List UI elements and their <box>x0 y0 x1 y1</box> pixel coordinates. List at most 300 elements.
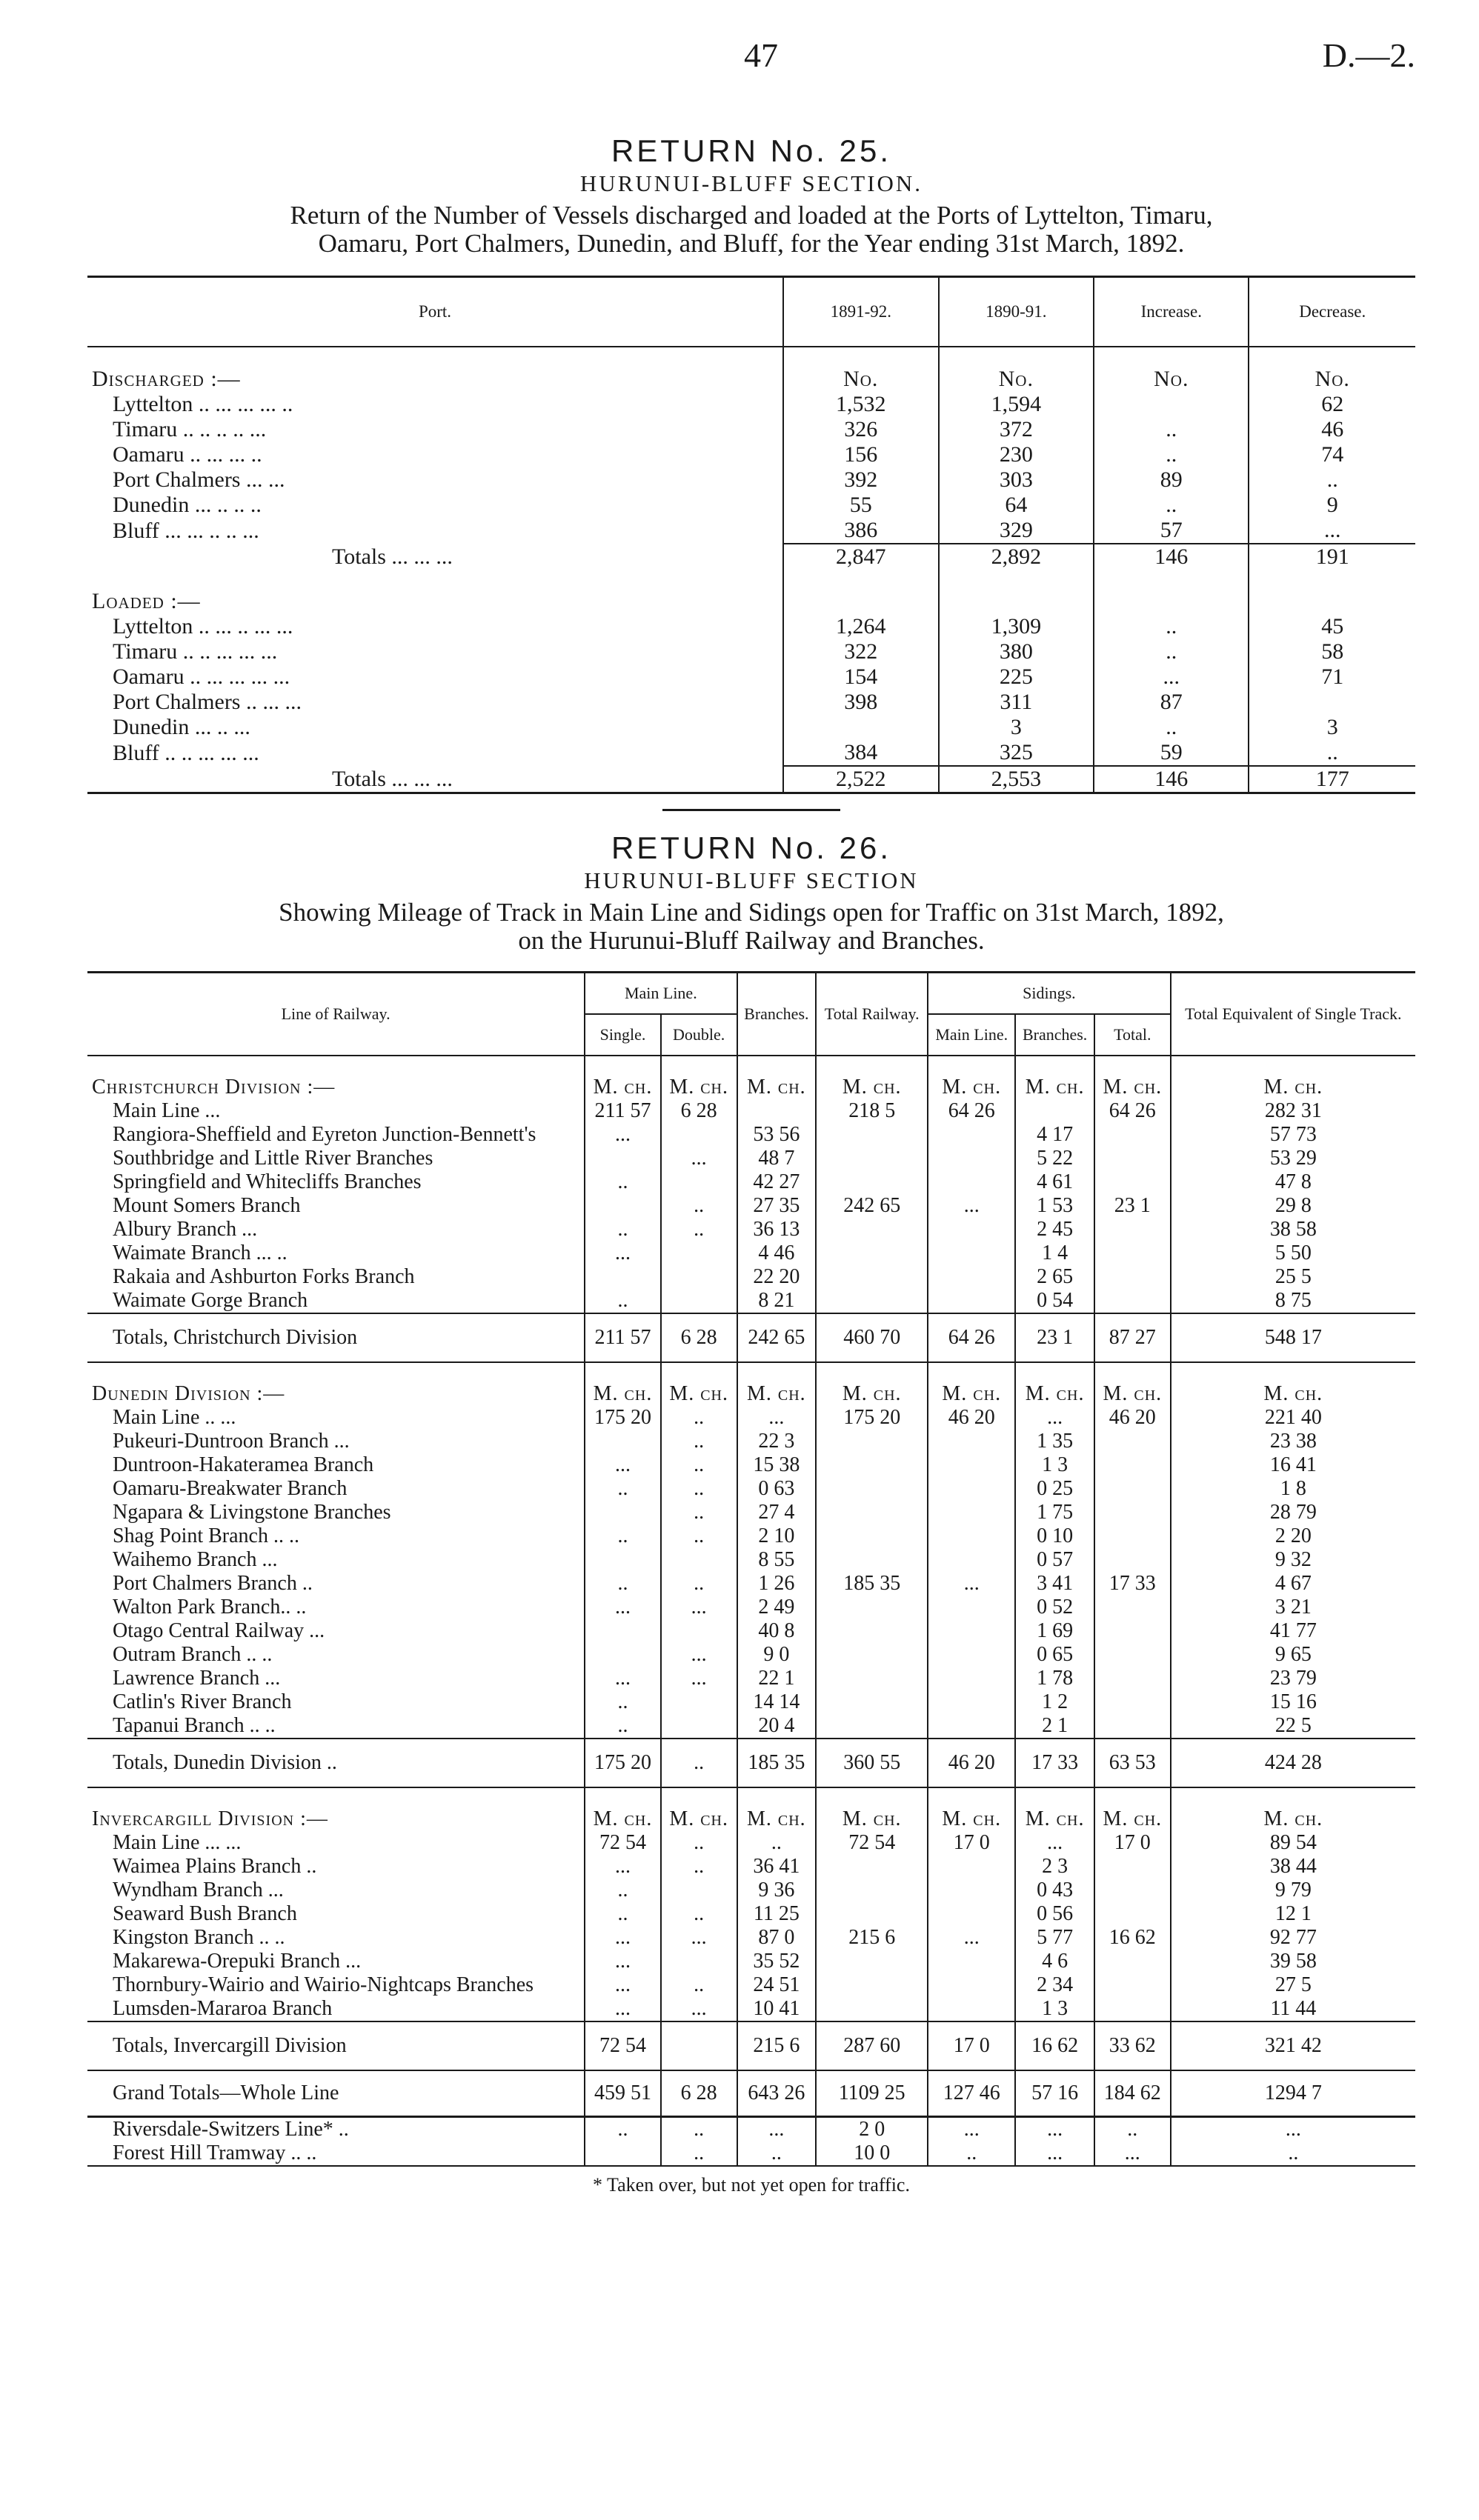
cell-line: Lawrence Branch ... <box>113 1667 281 1690</box>
cell-total-equivalent: 38 44 <box>1171 1855 1415 1879</box>
cell-main-single: .. <box>585 2117 661 2142</box>
cell-main-double: ... <box>661 1667 737 1690</box>
cell-decrease: .. <box>1249 467 1415 493</box>
cell-main-double: ... <box>661 1596 737 1619</box>
cell-line: Rakaia and Ashburton Forks Branch <box>113 1265 415 1288</box>
cell-branches: 14 14 <box>737 1690 817 1714</box>
cell-sidings-total <box>1094 1170 1171 1194</box>
cell-main-single: .. <box>585 1170 661 1194</box>
table-row <box>87 467 1415 493</box>
cell-sidings-total: 64 26 <box>1094 1099 1171 1123</box>
cell-main-single: .. <box>585 1572 661 1596</box>
totals-sidings-total: 184 62 <box>1094 2070 1171 2117</box>
totals-line: Totals, Invercargill Division <box>87 2021 585 2070</box>
cell-line: Thornbury-Wairio and Wairio-Nightcaps Branches <box>113 1973 534 1996</box>
cell-line: Ngapara & Livingstone Branches <box>113 1501 391 1524</box>
cell-total-equivalent: 22 5 <box>1171 1714 1415 1739</box>
invercargill-division-label-row <box>87 1787 1415 1831</box>
cell-sidings-total <box>1094 1147 1171 1170</box>
cell-increase: .. <box>1094 493 1249 518</box>
table-row <box>87 1643 1415 1667</box>
cell-sidings-main <box>928 1879 1015 1902</box>
cell-main-single: ... <box>585 1667 661 1690</box>
loaded-group-label <box>87 570 1415 614</box>
col-header-1891-92: 1891-92. <box>783 277 939 347</box>
cell-sidings-total <box>1094 1265 1171 1289</box>
cell-total-railway <box>816 1643 928 1667</box>
cell-port: Bluff ... ... .. .. ... <box>113 518 259 543</box>
cell-branches: 36 41 <box>737 1855 817 1879</box>
cell-branches: 9 0 <box>737 1643 817 1667</box>
cell-port: Bluff .. .. ... ... ... <box>113 740 259 765</box>
cell-branches: 42 27 <box>737 1170 817 1194</box>
cell-value-1890-91: 372 <box>939 417 1094 442</box>
cell-increase: .. <box>1094 715 1249 740</box>
cell-total-railway <box>816 1147 928 1170</box>
table-row <box>87 1879 1415 1902</box>
cell-sidings-main: ... <box>928 1572 1015 1596</box>
cell-sidings-branches: 1 69 <box>1015 1619 1094 1643</box>
dunedin-division-label-row <box>87 1362 1415 1406</box>
cell-main-single <box>585 1619 661 1643</box>
return-26-title: RETURN No. 26. <box>611 830 892 865</box>
cell-line: Riversdale-Switzers Line* .. <box>113 2118 349 2141</box>
cell-branches: ... <box>737 2117 817 2142</box>
cell-sidings-total <box>1094 1997 1171 2021</box>
cell-branches: 10 41 <box>737 1997 817 2021</box>
cell-value-1890-91: 225 <box>939 664 1094 690</box>
cell-value-1890-91: 3 <box>939 715 1094 740</box>
cell-branches: 22 1 <box>737 1667 817 1690</box>
cell-main-single: ... <box>585 1241 661 1265</box>
table-row <box>87 664 1415 690</box>
table-row <box>87 1477 1415 1501</box>
unit-label: M. ch. <box>816 1787 928 1831</box>
cell-branches: 87 0 <box>737 1926 817 1950</box>
col-header-sidings-main-line: Main Line. <box>928 1014 1015 1056</box>
cell-port: Port Chalmers .. ... ... <box>113 690 302 714</box>
cell-decrease: 45 <box>1249 614 1415 639</box>
totals-port: Totals ... ... ... <box>332 766 453 791</box>
cell-main-double <box>661 1619 737 1643</box>
cell-main-single: ... <box>585 1926 661 1950</box>
totals-sidings-total: 87 27 <box>1094 1313 1171 1362</box>
extra-row <box>87 2141 1415 2166</box>
cell-main-double: .. <box>661 1218 737 1241</box>
cell-sidings-branches: 1 35 <box>1015 1430 1094 1453</box>
cell-decrease: 62 <box>1249 392 1415 417</box>
cell-total-equivalent: 92 77 <box>1171 1926 1415 1950</box>
cell-main-double: .. <box>661 1430 737 1453</box>
cell-value-1890-91: 329 <box>939 518 1094 544</box>
cell-value-1891-92: 386 <box>783 518 939 544</box>
cell-sidings-branches: 2 3 <box>1015 1855 1094 1879</box>
cell-main-double: .. <box>661 1855 737 1879</box>
cell-main-double: ... <box>661 1643 737 1667</box>
cell-line: Seaward Bush Branch <box>113 1902 297 1925</box>
cell-sidings-main <box>928 1289 1015 1313</box>
cell-total-equivalent: 38 58 <box>1171 1218 1415 1241</box>
cell-sidings-main: ... <box>928 1194 1015 1218</box>
cell-line: Albury Branch ... <box>113 1218 258 1241</box>
cell-sidings-branches: 1 75 <box>1015 1501 1094 1524</box>
cell-main-double: .. <box>661 1194 737 1218</box>
unit-label: M. ch. <box>585 1362 661 1406</box>
table-row <box>87 417 1415 442</box>
cell-main-double: .. <box>661 1453 737 1477</box>
totals-main-double <box>661 2021 737 2070</box>
unit-label <box>1094 570 1249 614</box>
cell-branches: 48 7 <box>737 1147 817 1170</box>
unit-label: M. ch. <box>1171 1362 1415 1406</box>
cell-total-equivalent: 15 16 <box>1171 1690 1415 1714</box>
cell-sidings-main <box>928 1501 1015 1524</box>
table-row <box>87 715 1415 740</box>
cell-main-single: .. <box>585 1902 661 1926</box>
table-row <box>87 1147 1415 1170</box>
cell-total-equivalent: 16 41 <box>1171 1453 1415 1477</box>
cell-value-1891-92: 156 <box>783 442 939 467</box>
table-row <box>87 1619 1415 1643</box>
cell-main-double: .. <box>661 1973 737 1997</box>
cell-total-equivalent: 5 50 <box>1171 1241 1415 1265</box>
table-row <box>87 1218 1415 1241</box>
cell-total-railway <box>816 1879 928 1902</box>
cell-sidings-main <box>928 1714 1015 1739</box>
table-row <box>87 1123 1415 1147</box>
cell-sidings-total <box>1094 1289 1171 1313</box>
cell-decrease: 9 <box>1249 493 1415 518</box>
cell-sidings-branches: 1 2 <box>1015 1690 1094 1714</box>
cell-total-railway <box>816 1501 928 1524</box>
totals-main-double: 6 28 <box>661 2070 737 2117</box>
cell-value-1890-91: 325 <box>939 740 1094 766</box>
cell-line: Pukeuri-Duntroon Branch ... <box>113 1430 350 1453</box>
cell-main-single: 72 54 <box>585 1831 661 1855</box>
table-row <box>87 1902 1415 1926</box>
cell-sidings-branches: 0 57 <box>1015 1548 1094 1572</box>
cell-value-1891-92: 392 <box>783 467 939 493</box>
cell-total-equivalent: 9 32 <box>1171 1548 1415 1572</box>
col-header-1890-91: 1890-91. <box>939 277 1094 347</box>
cell-port: Timaru .. .. ... ... ... <box>113 639 278 664</box>
cell-increase: 87 <box>1094 690 1249 715</box>
cell-total-equivalent: 12 1 <box>1171 1902 1415 1926</box>
unit-label: M. ch. <box>928 1362 1015 1406</box>
totals-main-single: 459 51 <box>585 2070 661 2117</box>
cell-branches: 0 63 <box>737 1477 817 1501</box>
cell-main-double: .. <box>661 1406 737 1430</box>
cell-sidings-total <box>1094 1714 1171 1739</box>
totals-sidings-total: 33 62 <box>1094 2021 1171 2070</box>
cell-port: Oamaru .. ... ... .. <box>113 442 262 467</box>
cell-branches <box>737 1099 817 1123</box>
unit-label: M. ch. <box>1171 1787 1415 1831</box>
cell-total-equivalent: 4 67 <box>1171 1572 1415 1596</box>
table-row <box>87 639 1415 664</box>
cell-branches: 11 25 <box>737 1902 817 1926</box>
cell-branches: 53 56 <box>737 1123 817 1147</box>
cell-total-railway <box>816 1619 928 1643</box>
cell-port: Lyttelton .. ... .. ... ... <box>113 614 293 639</box>
cell-main-single: ... <box>585 1997 661 2021</box>
cell-total-equivalent: 221 40 <box>1171 1406 1415 1430</box>
totals-sidings-main: 127 46 <box>928 2070 1015 2117</box>
cell-value-1890-91: 230 <box>939 442 1094 467</box>
table-row <box>87 442 1415 467</box>
cell-total-equivalent: 8 75 <box>1171 1289 1415 1313</box>
cell-line: Main Line ... ... <box>113 1831 242 1854</box>
cell-sidings-total <box>1094 1855 1171 1879</box>
cell-sidings-total: .. <box>1094 2117 1171 2142</box>
cell-total-equivalent: 23 79 <box>1171 1667 1415 1690</box>
totals-sidings-branches: 23 1 <box>1015 1313 1094 1362</box>
cell-branches: .. <box>737 2141 817 2166</box>
unit-label: M. ch. <box>737 1362 817 1406</box>
cell-port: Oamaru .. ... ... ... ... <box>113 664 290 689</box>
totals-decrease: 191 <box>1249 544 1415 570</box>
table-row <box>87 392 1415 417</box>
cell-sidings-total <box>1094 1973 1171 1997</box>
cell-main-single: 211 57 <box>585 1099 661 1123</box>
cell-value-1891-92: 1,264 <box>783 614 939 639</box>
cell-main-double: .. <box>661 2117 737 2142</box>
cell-line: Makarewa-Orepuki Branch ... <box>113 1950 362 1973</box>
unit-label: M. ch. <box>1015 1362 1094 1406</box>
cell-main-double <box>661 1241 737 1265</box>
cell-total-equivalent: 25 5 <box>1171 1265 1415 1289</box>
table-row <box>87 1430 1415 1453</box>
cell-main-double <box>661 1714 737 1739</box>
totals-total-railway: 360 55 <box>816 1739 928 1787</box>
unit-label: M. ch. <box>661 1787 737 1831</box>
cell-sidings-main <box>928 1123 1015 1147</box>
return-25-section: HURUNUI-BLUFF SECTION. <box>579 170 923 196</box>
cell-sidings-main <box>928 1973 1015 1997</box>
table-row <box>87 1572 1415 1596</box>
cell-increase: .. <box>1094 442 1249 467</box>
cell-main-single: .. <box>585 1477 661 1501</box>
cell-decrease: 58 <box>1249 639 1415 664</box>
cell-main-double: .. <box>661 1572 737 1596</box>
cell-branches: 24 51 <box>737 1973 817 1997</box>
separator-rule <box>662 809 840 811</box>
cell-main-single: 175 20 <box>585 1406 661 1430</box>
cell-total-railway: 175 20 <box>816 1406 928 1430</box>
cell-total-railway: 10 0 <box>816 2141 928 2166</box>
table-row <box>87 1453 1415 1477</box>
cell-branches: 27 35 <box>737 1194 817 1218</box>
totals-total-equivalent: 1294 7 <box>1171 2070 1415 2117</box>
cell-main-single: .. <box>585 1879 661 1902</box>
return-26-section: HURUNUI-BLUFF SECTION <box>584 867 919 893</box>
cell-line: Tapanui Branch .. .. <box>113 1714 276 1737</box>
cell-decrease <box>1249 690 1415 715</box>
cell-main-single: .. <box>585 1524 661 1548</box>
cell-main-single: .. <box>585 1218 661 1241</box>
col-header-increase: Increase. <box>1094 277 1249 347</box>
totals-value-1890-91: 2,892 <box>939 544 1094 570</box>
cell-sidings-branches: ... <box>1015 2141 1094 2166</box>
cell-sidings-total <box>1094 1123 1171 1147</box>
cell-total-railway <box>816 1218 928 1241</box>
cell-total-equivalent: 9 65 <box>1171 1643 1415 1667</box>
cell-main-double: .. <box>661 1831 737 1855</box>
cell-sidings-main <box>928 1997 1015 2021</box>
cell-sidings-branches: 2 65 <box>1015 1265 1094 1289</box>
cell-decrease: ... <box>1249 518 1415 544</box>
cell-total-railway <box>816 1714 928 1739</box>
totals-sidings-branches: 57 16 <box>1015 2070 1094 2117</box>
totals-main-single: 175 20 <box>585 1739 661 1787</box>
cell-branches: 9 36 <box>737 1879 817 1902</box>
totals-branches: 643 26 <box>737 2070 817 2117</box>
cell-total-railway <box>816 1477 928 1501</box>
cell-sidings-branches: 5 77 <box>1015 1926 1094 1950</box>
cell-total-equivalent: 27 5 <box>1171 1973 1415 1997</box>
cell-sidings-main <box>928 1430 1015 1453</box>
cell-line: Lumsden-Mararoa Branch <box>113 1997 333 2020</box>
cell-sidings-main: ... <box>928 1926 1015 1950</box>
unit-label: M. ch. <box>1015 1056 1094 1099</box>
cell-sidings-branches: 4 61 <box>1015 1170 1094 1194</box>
cell-sidings-branches: ... <box>1015 1831 1094 1855</box>
unit-label: M. ch. <box>737 1787 817 1831</box>
cell-total-equivalent: 47 8 <box>1171 1170 1415 1194</box>
totals-main-double: .. <box>661 1739 737 1787</box>
cell-total-railway: 185 35 <box>816 1572 928 1596</box>
cell-increase: ... <box>1094 664 1249 690</box>
cell-main-double: .. <box>661 1477 737 1501</box>
return-25-caption-line2: Oamaru, Port Chalmers, Dunedin, and Bluff, for the Year ending 31st March, 1892. <box>318 229 1185 258</box>
table-row <box>87 1501 1415 1524</box>
table-row <box>87 1855 1415 1879</box>
cell-value-1890-91: 311 <box>939 690 1094 715</box>
cell-total-equivalent: 28 79 <box>1171 1501 1415 1524</box>
cell-line: Forest Hill Tramway .. .. <box>87 2141 585 2166</box>
cell-sidings-main: 46 20 <box>928 1406 1015 1430</box>
cell-sidings-main <box>928 1241 1015 1265</box>
cell-sidings-branches: 1 78 <box>1015 1667 1094 1690</box>
cell-line: Southbridge and Little River Branches <box>113 1147 433 1170</box>
cell-main-double: ... <box>661 1147 737 1170</box>
totals-total-railway: 1109 25 <box>816 2070 928 2117</box>
cell-increase: 59 <box>1094 740 1249 766</box>
grand-totals-row <box>87 2070 1415 2117</box>
cell-line: Kingston Branch .. .. <box>113 1926 285 1949</box>
cell-sidings-branches: 0 10 <box>1015 1524 1094 1548</box>
cell-value-1890-91: 303 <box>939 467 1094 493</box>
invercargill-division-label: Invercargill Division :— <box>92 1807 328 1830</box>
unit-label: M. ch. <box>1094 1056 1171 1099</box>
totals-increase: 146 <box>1094 766 1249 793</box>
cell-sidings-branches: 0 25 <box>1015 1477 1094 1501</box>
cell-sidings-total <box>1094 1477 1171 1501</box>
cell-branches: 35 52 <box>737 1950 817 1973</box>
cell-main-single: ... <box>585 1453 661 1477</box>
table-row <box>87 1973 1415 1997</box>
totals-sidings-main: 64 26 <box>928 1313 1015 1362</box>
cell-total-railway <box>816 1548 928 1572</box>
cell-line: Duntroon-Hakateramea Branch <box>113 1453 374 1476</box>
cell-total-railway <box>816 1453 928 1477</box>
cell-increase: .. <box>1094 639 1249 664</box>
col-header-sidings-branches: Branches. <box>1015 1014 1094 1056</box>
cell-sidings-total: 17 0 <box>1094 1831 1171 1855</box>
cell-sidings-branches: 1 3 <box>1015 1997 1094 2021</box>
cell-sidings-branches: 0 65 <box>1015 1643 1094 1667</box>
cell-total-railway <box>816 1690 928 1714</box>
cell-sidings-total <box>1094 1548 1171 1572</box>
cell-sidings-total <box>1094 1241 1171 1265</box>
totals-value-1891-92: 2,847 <box>783 544 939 570</box>
table-row <box>87 518 1415 544</box>
cell-main-single <box>585 1643 661 1667</box>
cell-line: Oamaru-Breakwater Branch <box>113 1477 348 1500</box>
cell-increase <box>1094 392 1249 417</box>
cell-total-railway <box>816 1289 928 1313</box>
cell-main-double: .. <box>661 1902 737 1926</box>
cell-main-double: .. <box>661 1524 737 1548</box>
cell-sidings-branches: ... <box>1015 2117 1094 2142</box>
col-header-line-of-railway: Line of Railway. <box>281 1004 390 1023</box>
cell-sidings-total: 17 33 <box>1094 1572 1171 1596</box>
christchurch-totals-row <box>87 1313 1415 1362</box>
cell-sidings-total <box>1094 1643 1171 1667</box>
cell-line: Rangiora-Sheffield and Eyreton Junction-Bennett's <box>113 1123 536 1146</box>
cell-main-single: ... <box>585 1950 661 1973</box>
return-26-caption-line1: Showing Mileage of Track in Main Line and Sidings open for Traffic on 31st March, 1892, <box>279 898 1224 927</box>
totals-port: Totals ... ... ... <box>332 544 453 569</box>
cell-value-1890-91: 1,594 <box>939 392 1094 417</box>
cell-main-single: .. <box>585 1289 661 1313</box>
unit-label: M. ch. <box>1171 1056 1415 1099</box>
cell-sidings-branches: 4 17 <box>1015 1123 1094 1147</box>
cell-sidings-main: 64 26 <box>928 1099 1015 1123</box>
cell-main-double <box>661 1265 737 1289</box>
table-row <box>87 493 1415 518</box>
cell-sidings-branches: 2 1 <box>1015 1714 1094 1739</box>
cell-sidings-main <box>928 1619 1015 1643</box>
cell-sidings-branches: 5 22 <box>1015 1147 1094 1170</box>
table-row <box>87 1524 1415 1548</box>
cell-value-1890-91: 380 <box>939 639 1094 664</box>
table-row <box>87 1289 1415 1313</box>
unit-label: M. ch. <box>585 1056 661 1099</box>
cell-branches: 22 3 <box>737 1430 817 1453</box>
cell-total-equivalent: 39 58 <box>1171 1950 1415 1973</box>
totals-branches: 242 65 <box>737 1313 817 1362</box>
totals-line: Totals, Dunedin Division .. <box>87 1739 585 1787</box>
cell-value-1891-92: 398 <box>783 690 939 715</box>
document-reference: D.—2. <box>1322 36 1415 74</box>
cell-sidings-main <box>928 1690 1015 1714</box>
cell-branches: 1 26 <box>737 1572 817 1596</box>
cell-total-equivalent: 9 79 <box>1171 1879 1415 1902</box>
cell-main-double: .. <box>661 2141 737 2166</box>
totals-total-equivalent: 548 17 <box>1171 1313 1415 1362</box>
table-row <box>87 1265 1415 1289</box>
cell-total-railway: 72 54 <box>816 1831 928 1855</box>
col-header-total-railway: Total Railway. <box>816 973 928 1056</box>
cell-sidings-total <box>1094 1453 1171 1477</box>
cell-main-double: 6 28 <box>661 1099 737 1123</box>
totals-main-single: 72 54 <box>585 2021 661 2070</box>
col-header-single: Single. <box>585 1014 661 1056</box>
cell-sidings-total: 16 62 <box>1094 1926 1171 1950</box>
table-row <box>87 1831 1415 1855</box>
cell-port: Dunedin ... .. ... <box>113 715 250 739</box>
